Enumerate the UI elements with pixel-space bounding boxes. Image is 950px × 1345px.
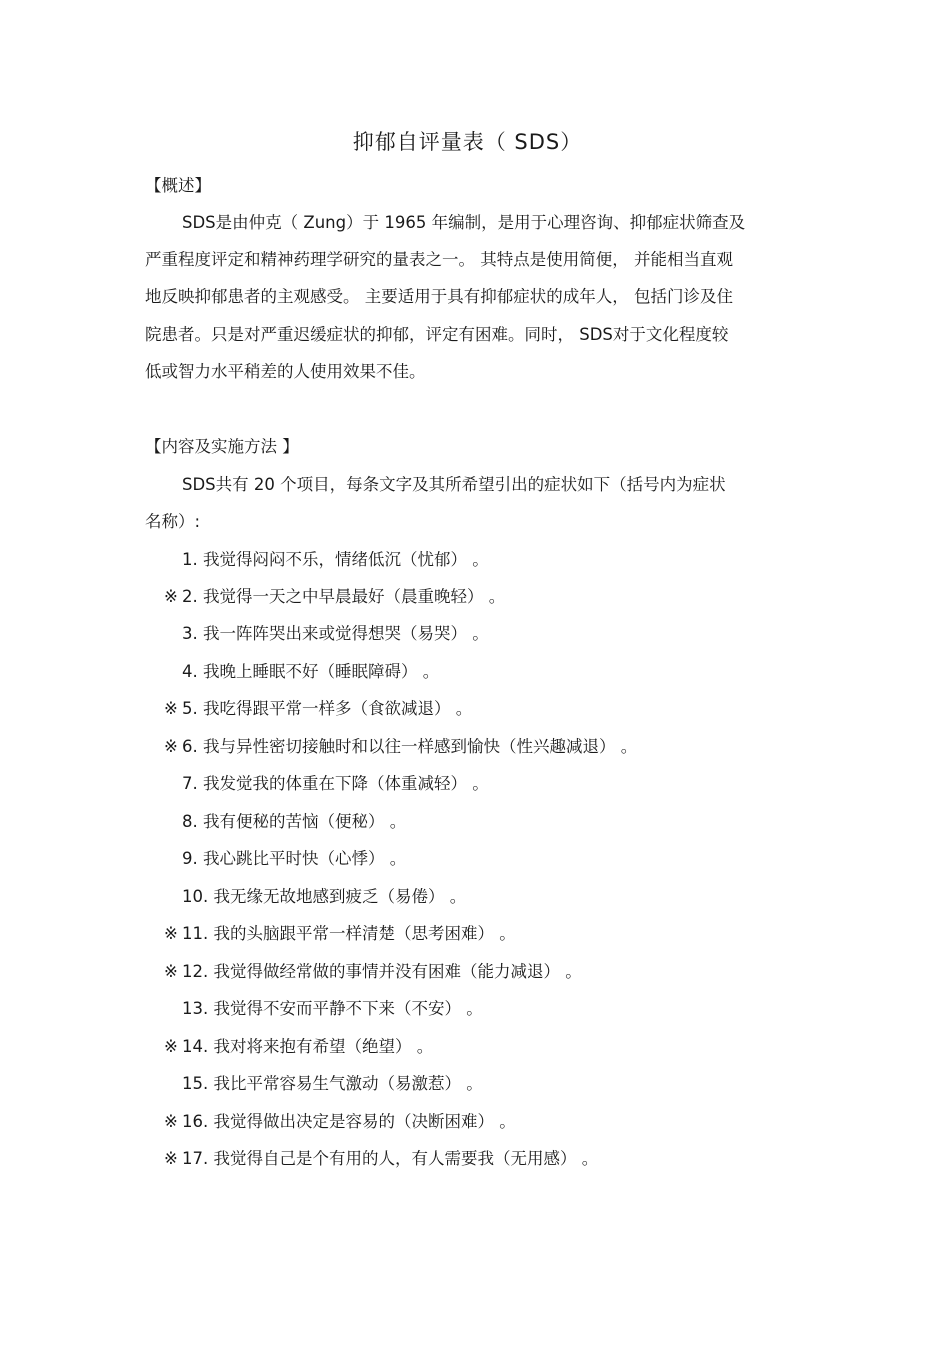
item-text: 3. 我一阵阵哭出来或觉得想哭（易哭） 。 — [182, 624, 489, 643]
list-item — [164, 736, 637, 758]
overview-line-1: SDS是由仲克（ Zung）于 1965 年编制，是用于心理咨询、抑郁症状筛查及 — [182, 213, 746, 232]
method-intro-line-2: 名称）: — [145, 512, 201, 531]
item-text: 4. 我晚上睡眠不好（睡眠障碍） 。 — [182, 662, 440, 681]
method-intro-line-1: SDS共有 20 个项目，每条文字及其所希望引出的症状如下（括号内为症状 — [182, 475, 726, 494]
item-mark: ※ — [164, 924, 178, 943]
item-text: 12. 我觉得做经常做的事情并没有困难（能力减退） 。 — [182, 962, 582, 981]
item-mark: ※ — [164, 1037, 178, 1056]
list-item — [164, 1111, 516, 1133]
section-heading-overview: 【概述】 — [145, 176, 211, 195]
item-text: 16. 我觉得做出决定是容易的（决断困难） 。 — [182, 1112, 516, 1131]
item-text: 2. 我觉得一天之中早晨最好（晨重晚轻） 。 — [182, 587, 506, 606]
list-item — [164, 1073, 483, 1095]
list-item — [164, 586, 505, 608]
item-text: 5. 我吃得跟平常一样多（食欲减退） 。 — [182, 699, 473, 718]
list-item — [164, 961, 582, 983]
item-text: 1. 我觉得闷闷不乐，情绪低沉（忧郁） 。 — [182, 550, 489, 569]
list-item — [164, 848, 406, 870]
item-text: 14. 我对将来抱有希望（绝望） 。 — [182, 1037, 434, 1056]
item-text: 6. 我与异性密切接触时和以往一样感到愉快（性兴趣减退） 。 — [182, 737, 638, 756]
list-item — [164, 886, 466, 908]
overview-line-4: 院患者。只是对严重迟缓症状的抑郁，评定有困难。同时， SDS对于文化程度较 — [145, 325, 729, 344]
list-item — [164, 923, 516, 945]
item-text: 15. 我比平常容易生气激动（易激惹） 。 — [182, 1074, 483, 1093]
item-text: 13. 我觉得不安而平静不下来（不安） 。 — [182, 999, 483, 1018]
list-item — [164, 623, 489, 645]
item-text: 7. 我发觉我的体重在下降（体重减轻） 。 — [182, 774, 489, 793]
list-item — [164, 1148, 598, 1170]
item-mark: ※ — [164, 737, 178, 756]
list-item — [164, 773, 489, 795]
list-item — [164, 998, 483, 1020]
page-title: 抑郁自评量表（ SDS） — [352, 130, 583, 154]
overview-line-5: 低或智力水平稍差的人使用效果不佳。 — [145, 362, 426, 381]
section-heading-method: 【内容及实施方法 】 — [145, 437, 299, 456]
item-mark: ※ — [164, 699, 178, 718]
item-mark: ※ — [164, 962, 178, 981]
item-mark: ※ — [164, 587, 178, 606]
list-item — [164, 661, 439, 683]
item-text: 10. 我无缘无故地感到疲乏（易倦） 。 — [182, 887, 467, 906]
overview-line-2: 严重程度评定和精神药理学研究的量表之一。 其特点是使用简便， 并能相当直观 — [145, 250, 733, 269]
item-text: 8. 我有便秘的苦恼（便秘） 。 — [182, 812, 407, 831]
item-text: 11. 我的头脑跟平常一样清楚（思考困难） 。 — [182, 924, 516, 943]
overview-line-3: 地反映抑郁患者的主观感受。 主要适用于具有抑郁症状的成年人， 包括门诊及住 — [145, 287, 733, 306]
item-text: 17. 我觉得自己是个有用的人，有人需要我（无用感） 。 — [182, 1149, 599, 1168]
list-item — [164, 1036, 433, 1058]
list-item — [164, 549, 489, 571]
list-item — [164, 698, 472, 720]
item-mark: ※ — [164, 1112, 178, 1131]
list-item — [164, 811, 406, 833]
item-mark: ※ — [164, 1149, 178, 1168]
item-text: 9. 我心跳比平时快（心悸） 。 — [182, 849, 407, 868]
